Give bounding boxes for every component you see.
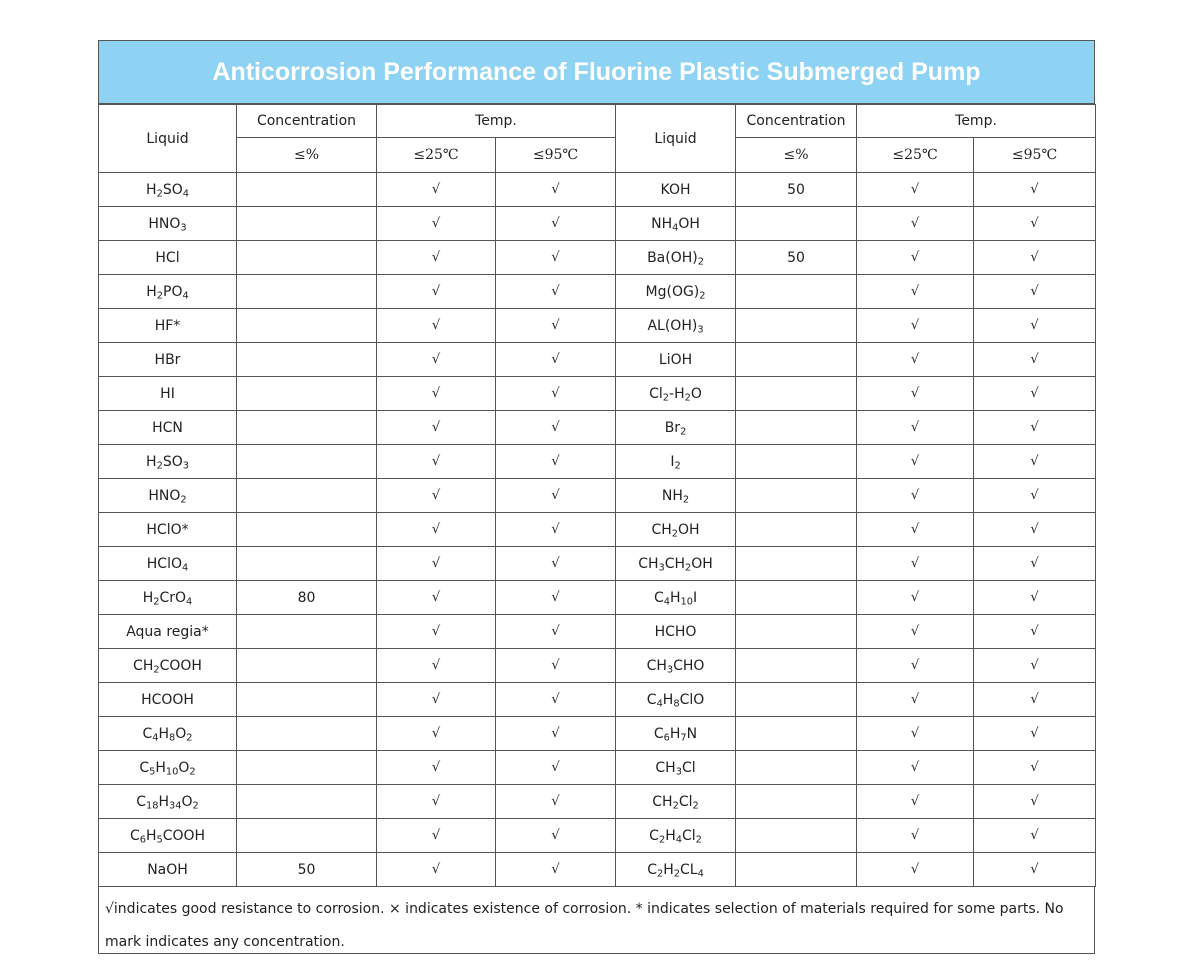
right-liquid-cell: $C_4H_{10}I$ — [616, 581, 736, 615]
table-row — [99, 751, 1096, 785]
header-temp-high-right: ≤95℃ — [974, 138, 1096, 173]
left-liquid-cell: $H_2CrO_4$ — [99, 581, 237, 615]
table-row — [99, 547, 1096, 581]
right-conc-cell — [736, 785, 857, 819]
left-conc-cell — [237, 819, 377, 853]
right-t95-cell: √ — [974, 513, 1096, 547]
left-conc-cell — [237, 649, 377, 683]
table-row — [99, 411, 1096, 445]
left-t25-cell: √ — [377, 309, 496, 343]
table-row — [99, 445, 1096, 479]
right-conc-cell — [736, 615, 857, 649]
right-liquid-cell: HCHO — [616, 615, 736, 649]
left-conc-cell — [237, 309, 377, 343]
left-t25-cell: √ — [377, 207, 496, 241]
left-t25-cell: √ — [377, 853, 496, 887]
right-conc-cell — [736, 377, 857, 411]
left-liquid-cell: HClO$_4$ — [99, 547, 237, 581]
right-conc-cell — [736, 411, 857, 445]
right-t95-cell: √ — [974, 241, 1096, 275]
table-row — [99, 581, 1096, 615]
right-t25-cell: √ — [857, 717, 974, 751]
left-conc-cell — [237, 411, 377, 445]
right-t25-cell: √ — [857, 581, 974, 615]
header-concentration-right: Concentration — [736, 105, 857, 138]
table-row — [99, 615, 1096, 649]
left-t25-cell: √ — [377, 819, 496, 853]
left-liquid-cell: HCN — [99, 411, 237, 445]
left-t95-cell: √ — [496, 173, 616, 207]
right-liquid-cell: $I_2$ — [616, 445, 736, 479]
right-t95-cell: √ — [974, 819, 1096, 853]
left-liquid-cell: $HNO_2$ — [99, 479, 237, 513]
right-t95-cell: √ — [974, 479, 1096, 513]
left-liquid-cell: $C_6H_5COOH$ — [99, 819, 237, 853]
left-conc-cell — [237, 275, 377, 309]
left-t25-cell: √ — [377, 717, 496, 751]
left-t25-cell: √ — [377, 275, 496, 309]
footnote: √indicates good resistance to corrosion. × indicates existence of corrosion. * indicates selection of materials required for some parts. No mark indicates any concentration. — [98, 887, 1095, 954]
right-conc-cell — [736, 581, 857, 615]
right-liquid-cell: LiOH — [616, 343, 736, 377]
left-liquid-cell: HClO* — [99, 513, 237, 547]
right-t95-cell: √ — [974, 751, 1096, 785]
right-t25-cell: √ — [857, 241, 974, 275]
right-liquid-cell: $Mg(OG)_2$ — [616, 275, 736, 309]
left-conc-cell — [237, 377, 377, 411]
right-t25-cell: √ — [857, 479, 974, 513]
right-conc-cell — [736, 309, 857, 343]
right-t95-cell: √ — [974, 309, 1096, 343]
right-t25-cell: √ — [857, 751, 974, 785]
left-t95-cell: √ — [496, 819, 616, 853]
right-t95-cell: √ — [974, 173, 1096, 207]
right-t25-cell: √ — [857, 819, 974, 853]
table-row — [99, 309, 1096, 343]
right-conc-cell — [736, 717, 857, 751]
right-conc-cell — [736, 819, 857, 853]
right-t95-cell: √ — [974, 377, 1096, 411]
right-t25-cell: √ — [857, 377, 974, 411]
right-liquid-cell: $Br_2$ — [616, 411, 736, 445]
left-t25-cell: √ — [377, 547, 496, 581]
table-row — [99, 683, 1096, 717]
right-liquid-cell: $CH_3Cl$ — [616, 751, 736, 785]
right-t95-cell: √ — [974, 445, 1096, 479]
left-liquid-cell: $H_2PO_4$ — [99, 275, 237, 309]
right-liquid-cell: $Ba(OH)_2$ — [616, 241, 736, 275]
right-liquid-cell: $C_2H_2CL_4$ — [616, 853, 736, 887]
right-t25-cell: √ — [857, 411, 974, 445]
left-liquid-cell: HCOOH — [99, 683, 237, 717]
left-liquid-cell: $H_2SO_3$ — [99, 445, 237, 479]
table-row — [99, 819, 1096, 853]
table-row — [99, 173, 1096, 207]
header-temp-low-left: ≤25℃ — [377, 138, 496, 173]
left-conc-cell — [237, 547, 377, 581]
left-conc-cell: 80 — [237, 581, 377, 615]
left-liquid-cell: $C_4H_8O_2$ — [99, 717, 237, 751]
left-liquid-cell: $HNO_3$ — [99, 207, 237, 241]
right-t95-cell: √ — [974, 581, 1096, 615]
right-t25-cell: √ — [857, 275, 974, 309]
right-conc-cell — [736, 513, 857, 547]
right-t95-cell: √ — [974, 649, 1096, 683]
right-conc-cell: 50 — [736, 173, 857, 207]
right-t95-cell: √ — [974, 343, 1096, 377]
left-t95-cell: √ — [496, 241, 616, 275]
left-liquid-cell: $C_5H_{10}O_2$ — [99, 751, 237, 785]
left-t25-cell: √ — [377, 377, 496, 411]
right-liquid-cell: $CH_2Cl_2$ — [616, 785, 736, 819]
left-t95-cell: √ — [496, 649, 616, 683]
right-liquid-cell: $NH_4OH$ — [616, 207, 736, 241]
header-temp-left: Temp. — [377, 105, 616, 138]
table-row — [99, 717, 1096, 751]
left-liquid-cell: HI — [99, 377, 237, 411]
right-liquid-cell: $NH_2$ — [616, 479, 736, 513]
right-conc-cell — [736, 649, 857, 683]
header-temp-high-left: ≤95℃ — [496, 138, 616, 173]
left-t25-cell: √ — [377, 649, 496, 683]
header-temp-low-right: ≤25℃ — [857, 138, 974, 173]
right-liquid-cell: $C_4H_8ClO$ — [616, 683, 736, 717]
left-t95-cell: √ — [496, 547, 616, 581]
right-t95-cell: √ — [974, 615, 1096, 649]
left-liquid-cell: HF* — [99, 309, 237, 343]
table-row — [99, 479, 1096, 513]
right-t95-cell: √ — [974, 275, 1096, 309]
left-conc-cell — [237, 479, 377, 513]
right-liquid-cell: KOH — [616, 173, 736, 207]
left-t95-cell: √ — [496, 445, 616, 479]
left-conc-cell — [237, 173, 377, 207]
right-t25-cell: √ — [857, 309, 974, 343]
left-conc-cell — [237, 513, 377, 547]
left-t25-cell: √ — [377, 615, 496, 649]
left-liquid-cell: NaOH — [99, 853, 237, 887]
corrosion-table-sheet — [98, 40, 1095, 954]
right-conc-cell — [736, 683, 857, 717]
table-row — [99, 275, 1096, 309]
right-t95-cell: √ — [974, 411, 1096, 445]
right-liquid-cell: $C_2H_4Cl_2$ — [616, 819, 736, 853]
left-conc-cell — [237, 717, 377, 751]
right-t25-cell: √ — [857, 649, 974, 683]
header-concentration-unit-right: ≤% — [736, 138, 857, 173]
left-liquid-cell: HCl — [99, 241, 237, 275]
left-t95-cell: √ — [496, 581, 616, 615]
left-conc-cell — [237, 241, 377, 275]
right-t25-cell: √ — [857, 343, 974, 377]
left-t95-cell: √ — [496, 343, 616, 377]
table-row — [99, 377, 1096, 411]
right-conc-cell — [736, 445, 857, 479]
right-t95-cell: √ — [974, 547, 1096, 581]
right-conc-cell — [736, 343, 857, 377]
right-conc-cell — [736, 547, 857, 581]
left-conc-cell — [237, 683, 377, 717]
right-t25-cell: √ — [857, 683, 974, 717]
corrosion-table — [98, 104, 1096, 887]
table-title: Anticorrosion Performance of Fluorine Plastic Submerged Pump — [98, 40, 1095, 104]
right-t25-cell: √ — [857, 615, 974, 649]
right-t25-cell: √ — [857, 785, 974, 819]
left-liquid-cell: $CH_2COOH$ — [99, 649, 237, 683]
left-t95-cell: √ — [496, 717, 616, 751]
right-liquid-cell: $CH_2OH$ — [616, 513, 736, 547]
left-t95-cell: √ — [496, 479, 616, 513]
table-row — [99, 785, 1096, 819]
left-t95-cell: √ — [496, 207, 616, 241]
left-t95-cell: √ — [496, 751, 616, 785]
left-conc-cell: 50 — [237, 853, 377, 887]
left-t25-cell: √ — [377, 343, 496, 377]
right-t25-cell: √ — [857, 513, 974, 547]
right-liquid-cell: $CH_3CHO$ — [616, 649, 736, 683]
right-t25-cell: √ — [857, 207, 974, 241]
right-t95-cell: √ — [974, 207, 1096, 241]
table-row — [99, 649, 1096, 683]
table-row — [99, 513, 1096, 547]
right-t25-cell: √ — [857, 173, 974, 207]
header-temp-right: Temp. — [857, 105, 1096, 138]
right-conc-cell — [736, 479, 857, 513]
left-t25-cell: √ — [377, 751, 496, 785]
table-row — [99, 853, 1096, 887]
right-t95-cell: √ — [974, 717, 1096, 751]
right-conc-cell — [736, 275, 857, 309]
right-liquid-cell: $C_6H_7N$ — [616, 717, 736, 751]
left-conc-cell — [237, 207, 377, 241]
right-liquid-cell: $Cl_2-H_2O$ — [616, 377, 736, 411]
left-t95-cell: √ — [496, 275, 616, 309]
table-row — [99, 241, 1096, 275]
left-t95-cell: √ — [496, 377, 616, 411]
table-row — [99, 343, 1096, 377]
left-conc-cell — [237, 615, 377, 649]
right-liquid-cell: $CH_3CH_2OH$ — [616, 547, 736, 581]
right-conc-cell: 50 — [736, 241, 857, 275]
right-t25-cell: √ — [857, 547, 974, 581]
left-t95-cell: √ — [496, 411, 616, 445]
left-liquid-cell: HBr — [99, 343, 237, 377]
right-t95-cell: √ — [974, 683, 1096, 717]
left-t25-cell: √ — [377, 445, 496, 479]
right-liquid-cell: $AL(OH)_3$ — [616, 309, 736, 343]
table-body — [99, 173, 1096, 887]
left-liquid-cell: $H_2SO_4$ — [99, 173, 237, 207]
left-t25-cell: √ — [377, 513, 496, 547]
left-t25-cell: √ — [377, 785, 496, 819]
left-liquid-cell: $C_{18}H_{34}O_2$ — [99, 785, 237, 819]
header-liquid-left: Liquid — [99, 105, 237, 173]
right-conc-cell — [736, 751, 857, 785]
left-t25-cell: √ — [377, 581, 496, 615]
right-t95-cell: √ — [974, 853, 1096, 887]
right-t25-cell: √ — [857, 853, 974, 887]
left-t95-cell: √ — [496, 309, 616, 343]
left-t95-cell: √ — [496, 853, 616, 887]
left-t25-cell: √ — [377, 683, 496, 717]
left-liquid-cell: Aqua regia* — [99, 615, 237, 649]
header-concentration-unit-left: ≤% — [237, 138, 377, 173]
left-t95-cell: √ — [496, 683, 616, 717]
left-conc-cell — [237, 785, 377, 819]
header-concentration-left: Concentration — [237, 105, 377, 138]
right-t95-cell: √ — [974, 785, 1096, 819]
left-conc-cell — [237, 343, 377, 377]
left-t25-cell: √ — [377, 479, 496, 513]
right-conc-cell — [736, 853, 857, 887]
left-t25-cell: √ — [377, 241, 496, 275]
left-t25-cell: √ — [377, 173, 496, 207]
left-conc-cell — [237, 445, 377, 479]
left-t95-cell: √ — [496, 615, 616, 649]
header-liquid-right: Liquid — [616, 105, 736, 173]
left-t95-cell: √ — [496, 513, 616, 547]
right-conc-cell — [736, 207, 857, 241]
left-t25-cell: √ — [377, 411, 496, 445]
left-t95-cell: √ — [496, 785, 616, 819]
table-row — [99, 207, 1096, 241]
right-t25-cell: √ — [857, 445, 974, 479]
left-conc-cell — [237, 751, 377, 785]
